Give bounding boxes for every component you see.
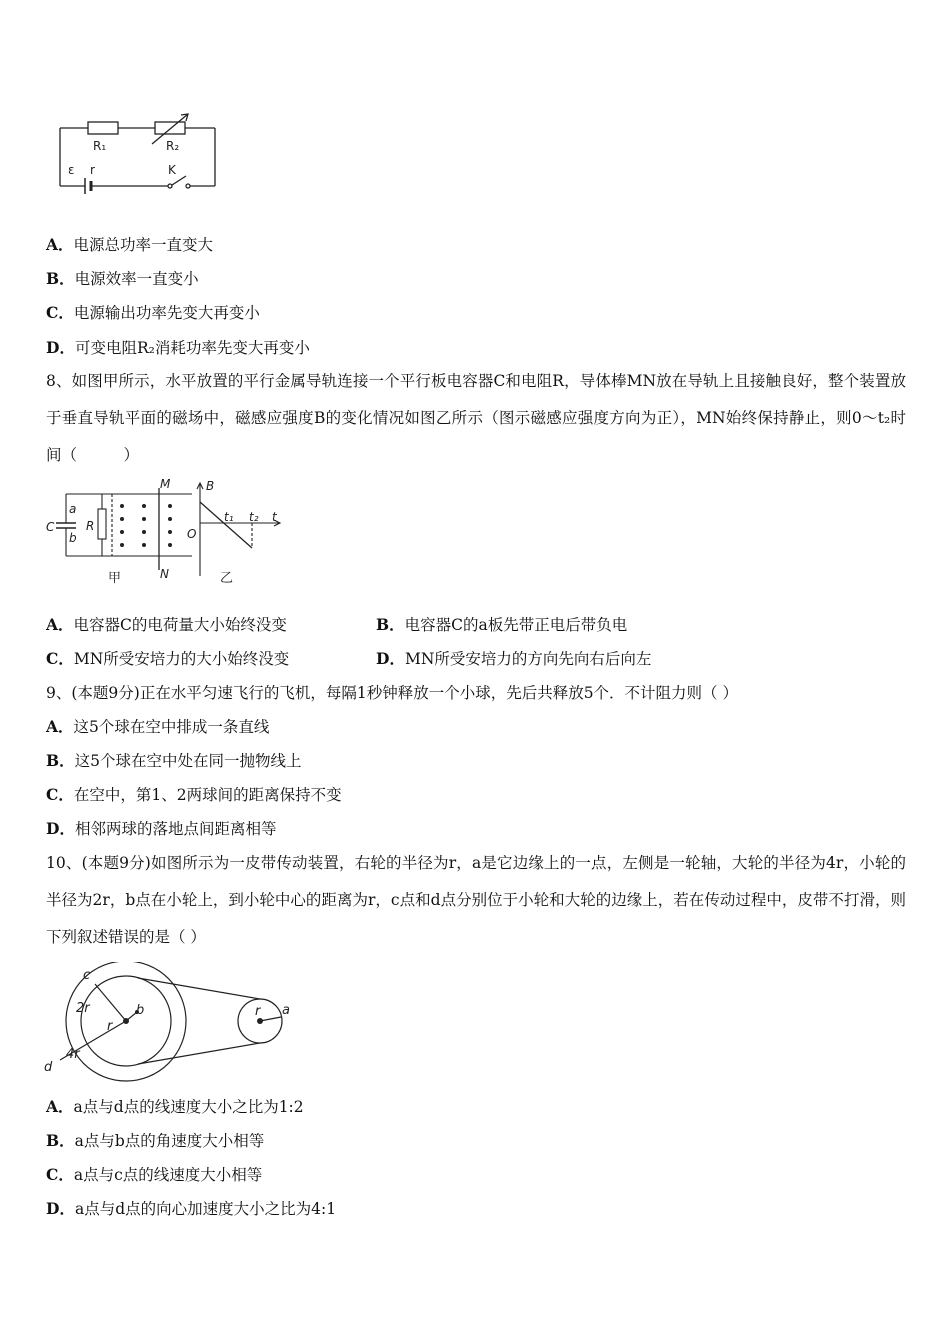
caption-jia: 甲	[108, 571, 122, 586]
q8-option-a: A．电容器C的电荷量大小始终没变	[46, 615, 287, 634]
label-2r: 2r	[76, 1001, 90, 1016]
label-t2: t₂	[249, 510, 259, 524]
q9-option-c: C．在空中，第1、2两球间的距离保持不变	[46, 785, 342, 804]
caption-yi: 乙	[220, 571, 234, 586]
label-t1: t₁	[224, 510, 234, 524]
label-point-a: a	[282, 1003, 290, 1018]
label-a: a	[69, 502, 77, 516]
resistor-r1	[88, 122, 118, 134]
q7-option-c: C．电源输出功率先变大再变小	[46, 303, 260, 322]
b-t-line	[200, 502, 252, 548]
label-r1: R₁	[93, 139, 107, 153]
label-point-d: d	[44, 1060, 53, 1075]
label-r-inner: r	[107, 1019, 113, 1034]
label-b-axis: B	[206, 479, 215, 493]
figure-yi-b-t-graph	[184, 478, 289, 588]
belt-drive-diagram	[40, 962, 300, 1087]
label-origin: O	[187, 527, 197, 541]
q7-option-d: D．可变电阻R₂消耗功率先变大再变小	[46, 338, 310, 357]
resistor-r	[98, 509, 106, 539]
label-r: R	[86, 519, 95, 533]
q10-option-b: B．a点与b点的角速度大小相等	[46, 1131, 265, 1150]
q7-option-a: A．电源总功率一直变大	[46, 235, 214, 254]
radius-2r	[95, 984, 126, 1021]
label-point-c: c	[83, 968, 91, 983]
q10-option-c: C．a点与c点的线速度大小相等	[46, 1165, 263, 1184]
label-emf: ε	[68, 163, 75, 177]
q9-option-d: D．相邻两球的落地点间距离相等	[46, 819, 277, 838]
circuit-diagram	[50, 112, 225, 200]
label-r-right: r	[255, 1004, 261, 1019]
q9-stem: 9、(本题9分)正在水平匀速飞行的飞机，每隔1秒钟释放一个小球，先后共释放5个．不计阻力则（ ）	[46, 684, 738, 702]
label-point-b: b	[136, 1003, 145, 1018]
q9-option-b: B．这5个球在空中处在同一抛物线上	[46, 751, 302, 770]
label-m: M	[160, 478, 171, 491]
label-r2: R₂	[166, 139, 180, 153]
q8-option-d: D．MN所受安培力的方向先向右后向左	[376, 649, 652, 668]
radius-r-right	[260, 1017, 281, 1021]
label-c: C	[46, 520, 55, 534]
q7-option-b: B．电源效率一直变小	[46, 269, 199, 288]
label-b: b	[69, 531, 77, 545]
q10-option-a: A．a点与d点的线速度大小之比为1:2	[46, 1097, 304, 1116]
q10-option-d: D．a点与d点的向心加速度大小之比为4:1	[46, 1199, 337, 1218]
label-n: N	[160, 567, 169, 581]
label-4r: 4r	[66, 1047, 80, 1062]
switch-k	[172, 176, 186, 185]
label-internal-r: r	[90, 163, 95, 177]
figure-jia-rail-circuit	[44, 478, 197, 588]
q8-option-b: B．电容器C的a板先带正电后带负电	[376, 615, 628, 634]
q9-option-a: A．这5个球在空中排成一条直线	[46, 717, 270, 736]
label-t-axis: t	[272, 510, 277, 524]
q10-stem: 10、(本题9分)如图所示为一皮带传动装置，右轮的半径为r，a是它边缘上的一点，左侧是一轮轴，大轮的半径为4r，小轮的半径为2r，b点在小轮上，到小轮中心的距离为r，c点和d点分别位于小轮和大轮的边缘上，若在传动过程中，皮带不打滑，则下列叙述错误的是（ ）	[46, 854, 906, 946]
resistor-r2	[155, 122, 185, 134]
label-switch: K	[168, 163, 176, 177]
q8-stem: 8、如图甲所示，水平放置的平行金属导轨连接一个平行板电容器C和电阻R，导体棒MN放在导轨上且接触良好，整个装置放于垂直导轨平面的磁场中，磁感应强度B的变化情况如图乙所示（图示磁感应强度方向为正），MN始终保持静止，则0～t₂时间（ ）	[46, 372, 906, 464]
q8-option-c: C．MN所受安培力的大小始终没变	[46, 649, 290, 668]
